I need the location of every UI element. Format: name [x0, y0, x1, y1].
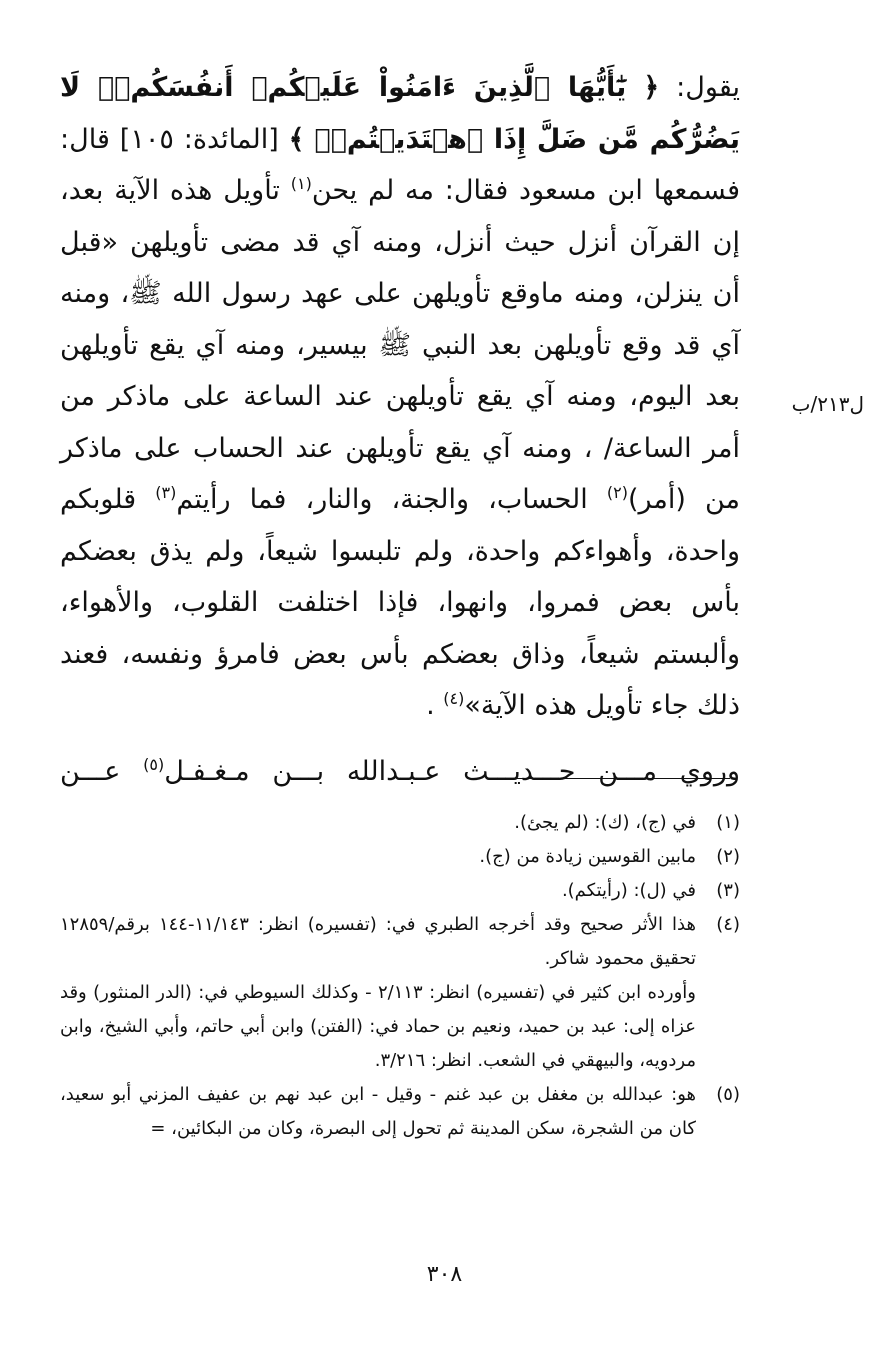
footnote-ref-2[interactable]: (٢)	[606, 483, 628, 502]
footnote-number: (٥)	[716, 1084, 740, 1105]
manuscript-folio-note: ل٢١٣/ب	[791, 392, 864, 416]
text-segment-2: تأويل هذه الآية بعد، إن القرآن أنزل حيث أنزل، ومنه آي قد مضى تأويلهن «قبل أن ينزلن، ومنه ماوقع تأويلهن على عهد رسول الله ﷺ، ومنه آي قد وقع تأويلهن بعد النبي ﷺ بيسير، ومنه آي يقع تأويلهن بعد اليوم، ومنه آي يقع تأويلهن عند الساعة على ماذكر من أمر الساعة/ ، ومنه آي يقع تأويلهن عند الحساب على ماذكر من (أمر)	[60, 175, 741, 515]
footnote-line: هو: عبدالله بن مغفل بن عبد غنم - وقيل - ابن عبد نهم بن عفيف المزني أبو سعيد، كان من الشجرة، سكن المدينة ثم تحول إلى البصرة، وكان من البكائين، =	[60, 1084, 696, 1139]
footnote-text	[60, 1078, 696, 1146]
paragraph-end: .	[426, 690, 444, 721]
footnote-2	[60, 840, 740, 874]
footnote-number: (٤)	[716, 914, 740, 935]
footnote-line: مابين القوسين زيادة من (ج).	[479, 846, 696, 867]
paragraph-2	[60, 746, 740, 798]
footnote-line: في (ل): (رأيتكم).	[561, 880, 696, 901]
quran-verse: يَٰٓأَيُّهَا ٱلَّذِينَ ءَامَنُواْ عَلَيۡكُمۡ أَنفُسَكُمۡۖ لَا يَضُرُّكُم مَّن ضَلَّ إِذَا ٱهۡتَدَيۡتُمۡۚ	[60, 72, 740, 155]
footnote-line: هذا الأثر صحيح وقد أخرجه الطبري في: (تفسيره) انظر: ١١/١٤٣-١٤٤ برقم/١٢٨٥٩ تحقيق محمود شاكر.	[60, 914, 697, 969]
text-segment-4: قلوبكم واحدة، وأهواءكم واحدة، ولم تلبسوا شيعاً، ولم يذق بعضكم بأس بعض فمروا، وانهوا، فإذا اختلفت القلوب، والأهواء، وألبستم شيعاً، وذاق بعضكم بأس بعض فامرؤ ونفسه، فعند ذلك جاء تأويل هذه الآية»	[60, 484, 740, 721]
verse-citation: [المائدة: ١٠٥]	[109, 123, 289, 155]
footnote-text	[60, 806, 696, 840]
footnote-3	[60, 874, 740, 908]
text-segment-1: قال: فسمعها ابن مسعود فقال: مه لم يحن	[60, 123, 741, 206]
footnote-ref-5[interactable]: (٥)	[143, 754, 165, 774]
footnotes-section	[60, 806, 740, 1146]
footnote-line: في (ج)، (ك): (لم يجئ).	[514, 812, 696, 833]
footnote-ref-4[interactable]: (٤)	[443, 689, 465, 708]
footnote-text	[60, 908, 696, 1078]
quran-close-bracket: ﴾	[288, 123, 305, 155]
footnote-number: (٢)	[716, 846, 740, 867]
footnote-text	[60, 840, 696, 874]
lead-word: يقول:	[659, 72, 740, 103]
paragraph-2-text: وروي مـــن حـــديـــث عـبـدالله بـــن مـغـفـل	[164, 755, 740, 787]
footnote-line: وأورده ابن كثير في (تفسيره) انظر: ٢/١١٣ - وكذلك السيوطي في: (الدر المنثور) وقد عزاه إلى: عبد بن حميد، ونعيم بن حماد في: (الفتن) وابن أبي حاتم، وأبي الشيخ، وابن مردويه، والبيهقي في الشعب. انظر: ٣/٢١٦.	[60, 982, 696, 1071]
footnote-separator	[508, 778, 730, 779]
quran-open-bracket: ﴿	[643, 72, 660, 103]
footnote-number: (٣)	[716, 880, 740, 901]
footnote-4	[60, 908, 740, 1078]
footnote-5	[60, 1078, 740, 1146]
main-text	[60, 62, 740, 797]
footnote-ref-1[interactable]: (١)	[290, 174, 312, 193]
footnote-1	[60, 806, 740, 840]
footnote-number: (١)	[716, 812, 740, 833]
text-segment-3: الحساب، والجنة، والنار، فما رأيتم	[176, 484, 607, 515]
footnote-ref-3[interactable]: (٣)	[155, 483, 177, 502]
paragraph-2-end: عـــن	[60, 755, 144, 787]
footnote-text	[60, 874, 696, 908]
page-number: ٣٠٨	[426, 1262, 463, 1287]
paragraph-1	[60, 62, 740, 732]
